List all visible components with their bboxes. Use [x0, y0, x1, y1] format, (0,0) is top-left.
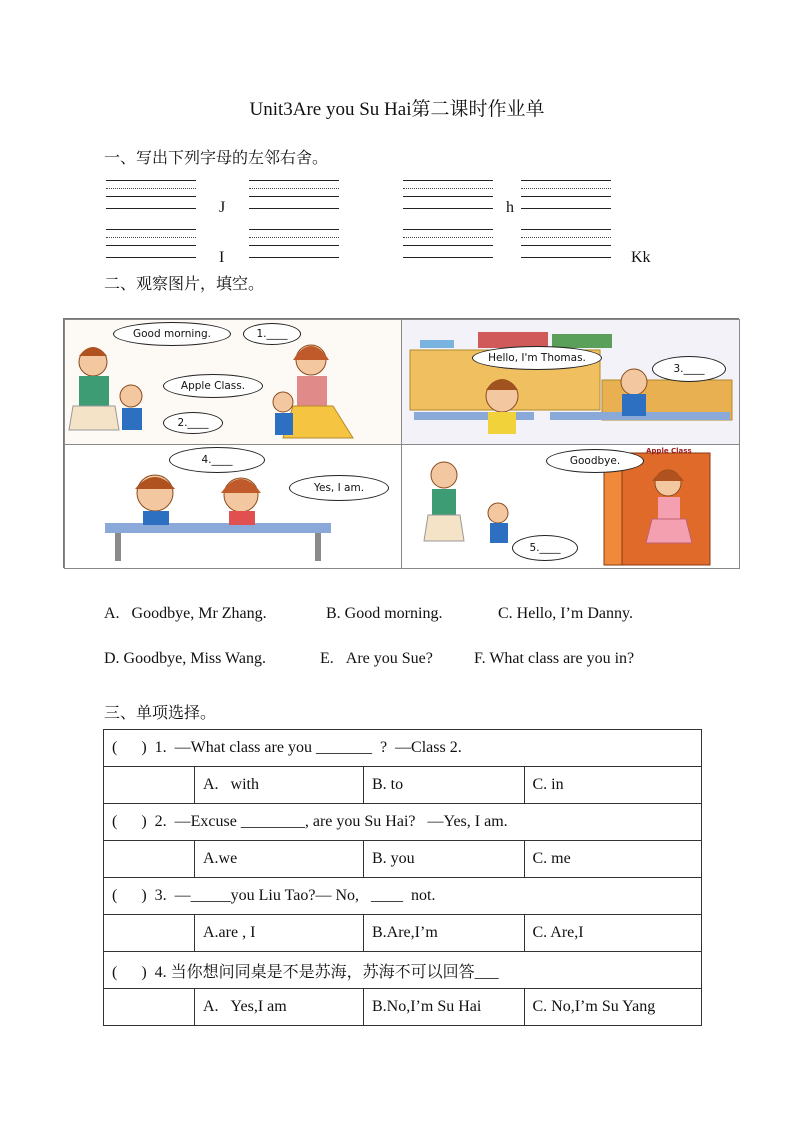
answer-blank-cell[interactable] — [104, 915, 195, 952]
question-row — [104, 804, 702, 841]
option-f: F. What class are you in? — [474, 650, 635, 667]
picture-panel-2 — [401, 319, 740, 445]
choice-a: A. Yes,I am — [195, 989, 364, 1026]
choice-c: C. No,I’m Su Yang — [524, 989, 702, 1026]
door-sign: Apple Class — [646, 447, 692, 455]
choice-c: C. me — [524, 841, 702, 878]
option-b: B. Good morning. — [326, 605, 443, 622]
answer-blank-cell[interactable] — [104, 989, 195, 1026]
choice-c: C. in — [524, 767, 702, 804]
letter-h: h — [506, 199, 514, 216]
choice-table — [103, 729, 702, 1026]
question-text: ( ) 1. —What class are you _______ ? —Class 2. — [104, 730, 702, 767]
section1-heading: 一、写出下列字母的左邻右舍。 — [104, 148, 329, 167]
choice-a: A.we — [195, 841, 364, 878]
letter-i: I — [219, 249, 225, 266]
speech-bubble: 5.____ — [512, 535, 578, 561]
speech-bubble: Good morning. — [113, 322, 231, 346]
classroom-desk-illustration — [402, 320, 739, 444]
choice-a: A.are , I — [195, 915, 364, 952]
question-row — [104, 952, 702, 989]
choice-b: B. to — [364, 767, 525, 804]
picture-panel-3 — [64, 444, 402, 569]
choice-b: B.No,I’m Su Hai — [364, 989, 525, 1026]
question-row — [104, 730, 702, 767]
letter-j: J — [219, 199, 226, 216]
writing-lines — [249, 229, 339, 261]
choice-c: C. Are,I — [524, 915, 702, 952]
writing-lines — [403, 229, 493, 261]
answer-row — [104, 841, 702, 878]
writing-lines — [249, 180, 339, 212]
page-title: Unit3Are you Su Hai第二课时作业单 — [249, 99, 545, 120]
writing-lines — [521, 180, 611, 212]
speech-bubble: 4.____ — [169, 447, 265, 473]
writing-lines — [106, 229, 196, 261]
writing-lines — [403, 180, 493, 212]
speech-bubble: Apple Class. — [163, 374, 263, 398]
question-text: ( ) 4. 当你想问同桌是不是苏海，苏海不可以回答___ — [104, 952, 702, 989]
section3-heading: 三、单项选择。 — [104, 703, 217, 722]
option-c: C. Hello, I’m Danny. — [498, 605, 633, 622]
choice-b: B.Are,I’m — [364, 915, 525, 952]
letter-kk: Kk — [631, 249, 651, 266]
speech-bubble: Yes, I am. — [289, 475, 389, 501]
answer-row — [104, 767, 702, 804]
question-text: ( ) 2. —Excuse ________, are you Su Hai? —Yes, I am. — [104, 804, 702, 841]
choice-a: A. with — [195, 767, 364, 804]
picture-panel-1 — [64, 319, 402, 445]
answer-row — [104, 915, 702, 952]
writing-lines — [521, 229, 611, 261]
speech-bubble: 2.____ — [163, 412, 223, 434]
option-e: E. Are you Sue? — [320, 650, 433, 667]
speech-bubble: 3.____ — [652, 356, 726, 382]
speech-bubble: Hello, I'm Thomas. — [472, 346, 602, 370]
option-a: A. Goodbye, Mr Zhang. — [104, 605, 267, 622]
answer-blank-cell[interactable] — [104, 841, 195, 878]
choice-b: B. you — [364, 841, 525, 878]
answer-blank-cell[interactable] — [104, 767, 195, 804]
picture-panel-4 — [401, 444, 740, 569]
picture-grid — [63, 318, 739, 568]
question-row — [104, 878, 702, 915]
answer-row — [104, 989, 702, 1026]
speech-bubble: Goodbye. — [546, 449, 644, 473]
question-text: ( ) 3. —_____you Liu Tao?— No, ____ not. — [104, 878, 702, 915]
section2-heading: 二、观察图片，填空。 — [104, 274, 265, 293]
speech-bubble: 1.____ — [243, 323, 301, 345]
option-d: D. Goodbye, Miss Wang. — [104, 650, 266, 667]
writing-lines — [106, 180, 196, 212]
